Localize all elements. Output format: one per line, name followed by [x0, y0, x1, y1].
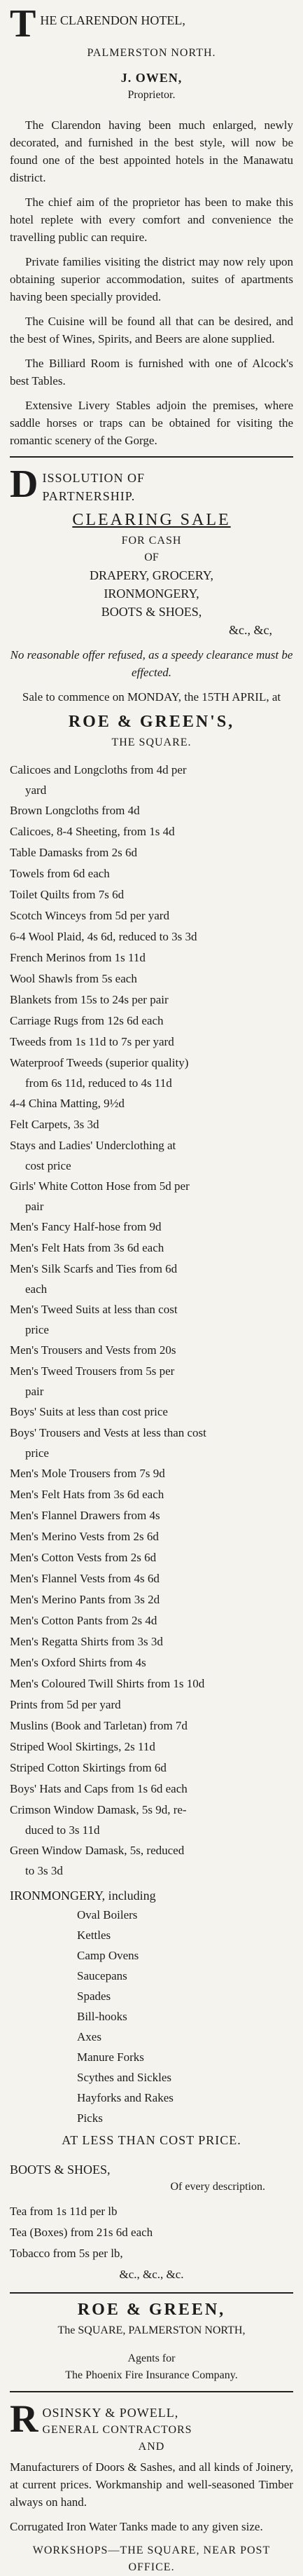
list-item: Blankets from 15s to 24s per pair	[10, 993, 169, 1006]
list-item: Striped Wool Skirtings, 2s 11d	[10, 1740, 155, 1753]
list-item: pair	[25, 1385, 44, 1398]
roe-green-footer	[10, 2301, 293, 2384]
agents-company: The Phoenix Fire Insurance Company.	[65, 2369, 238, 2381]
list-item: Towels from 6d each	[10, 867, 110, 880]
list-item: Boys' Trousers and Vests at less than cost	[10, 1426, 206, 1439]
list-item: Men's Tweed Suits at less than cost	[10, 1303, 178, 1316]
rosinsky-powell-ad	[10, 2399, 293, 2576]
ironmongery-label: IRONMONGERY,	[104, 587, 199, 601]
list-item: Muslins (Book and Tarletan) from 7d	[10, 1719, 188, 1732]
clearing-sale-heading: CLEARING SALE	[72, 511, 231, 529]
rosinsky-workshops: WORKSHOPS—THE SQUARE, NEAR POST OFFICE.	[32, 2544, 271, 2573]
rosinsky-role: GENERAL CONTRACTORS	[42, 2424, 192, 2436]
clarendon-paragraph: The Billiard Room is furnished with one of Alcock's best Tables.	[10, 357, 293, 388]
list-item: from 6s 11d, reduced to 4s 11d	[25, 1076, 172, 1090]
list-item: Men's Mole Trousers from 7s 9d	[10, 1467, 165, 1480]
list-item: to 3s 3d	[25, 1864, 63, 1877]
clarendon-hotel-ad	[10, 0, 293, 449]
dissolution-title-line1: ISSOLUTION OF	[42, 471, 145, 485]
list-item: Scythes and Sickles	[77, 2071, 172, 2084]
list-item: Axes	[77, 2030, 101, 2043]
list-item: French Merinos from 1s 11d	[10, 951, 146, 964]
list-item: Men's Felt Hats from 3s 6d each	[10, 1488, 164, 1501]
list-item: Carriage Rugs from 12s 6d each	[10, 1014, 164, 1027]
list-item: Wool Shawls from 5s each	[10, 972, 137, 985]
rosinsky-and: AND	[138, 2441, 165, 2453]
list-item: Men's Cotton Vests from 2s 6d	[10, 1551, 157, 1564]
rosinsky-paragraph: Manufacturers of Doors & Sashes, and all kinds of Joinery, at current prices. Workmanship and well-seasoned Timber always on hand.	[10, 2460, 293, 2509]
list-item: Men's Silk Scarfs and Ties from 6d	[10, 1262, 178, 1275]
list-item: Bill-hooks	[77, 2010, 127, 2023]
boots-heading: BOOTS & SHOES,	[10, 2163, 111, 2177]
rosinsky-title-initial: R	[10, 2399, 38, 2439]
list-item: Picks	[77, 2111, 103, 2125]
list-item: Camp Ovens	[77, 1949, 139, 1962]
the-square-label: THE SQUARE.	[111, 737, 192, 748]
list-item: Girls' White Cotton Hose from 5d per	[10, 1179, 190, 1193]
list-item: duced to 3s 11d	[25, 1823, 100, 1837]
ironmongery-items	[10, 1905, 293, 2128]
list-item: Waterproof Tweeds (superior quality)	[10, 1056, 189, 1069]
list-item: Boys' Suits at less than cost price	[10, 1405, 168, 1418]
list-item: Green Window Damask, 5s, reduced	[10, 1844, 185, 1857]
less-than-cost: AT LESS THAN COST PRICE.	[62, 2133, 241, 2147]
divider	[10, 456, 293, 458]
divider	[10, 2292, 293, 2294]
list-item: Men's Merino Vests from 2s 6d	[10, 1530, 159, 1543]
boots-shoes-section	[10, 2160, 293, 2285]
boots-etc: &c., &c., &c.	[119, 2268, 184, 2281]
list-item: yard	[25, 783, 47, 797]
list-item: Tobacco from 5s per lb,	[10, 2247, 123, 2260]
list-item: 4-4 China Matting, 9½d	[10, 1097, 125, 1110]
roe-green-address: The SQUARE, PALMERSTON NORTH,	[57, 2324, 246, 2336]
clarendon-proprietor-name: J. OWEN,	[120, 71, 183, 85]
list-item: Men's Tweed Trousers from 5s per	[10, 1364, 175, 1378]
list-item: Manure Forks	[77, 2050, 144, 2064]
rosinsky-title	[10, 2399, 293, 2439]
list-item: Felt Carpets, 3s 3d	[10, 1118, 99, 1131]
rosinsky-name: OSINSKY & POWELL,	[42, 2406, 179, 2420]
list-item: Men's Felt Hats from 3s 6d each	[10, 1241, 164, 1254]
clarendon-title-initial: T	[10, 4, 36, 41]
list-item: Striped Cotton Skirtings from 6d	[10, 1761, 167, 1774]
clarendon-title	[10, 4, 293, 41]
clarendon-proprietor-role: Proprietor.	[127, 89, 176, 101]
list-item: Men's Coloured Twill Shirts from 1s 10d	[10, 1677, 205, 1690]
clarendon-location: PALMERSTON NORTH.	[87, 47, 216, 59]
divider	[10, 2391, 293, 2392]
ironmongery-heading: IRONMONGERY, including	[10, 1889, 156, 1903]
list-item: Toilet Quilts from 7s 6d	[10, 888, 125, 901]
boots-sub: Of every description.	[170, 2181, 265, 2193]
of-label: OF	[144, 551, 159, 563]
agents-label: Agents for	[127, 2352, 176, 2364]
no-offer-refused: No reasonable offer refused, as a speedy clearance must be effected.	[10, 648, 293, 679]
drapery-label: DRAPERY, GROCERY,	[90, 568, 213, 582]
list-item: Scotch Winceys from 5d per yard	[10, 909, 169, 922]
dissolution-title	[10, 465, 293, 505]
rosinsky-tanks: Corrugated Iron Water Tanks made to any given size.	[10, 2520, 263, 2533]
list-item: Table Damasks from 2s 6d	[10, 846, 137, 859]
etc-label: &c., &c,	[229, 623, 272, 637]
list-item: Saucepans	[77, 1969, 127, 1982]
list-item: Crimson Window Damask, 5s 9d, re-	[10, 1803, 187, 1816]
list-item: Oval Boilers	[77, 1908, 138, 1921]
dissolution-title-initial: D	[10, 465, 38, 505]
list-item: Spades	[77, 1989, 111, 2003]
for-cash-label: FOR CASH	[121, 535, 182, 547]
list-item: Boys' Hats and Caps from 1s 6d each	[10, 1782, 188, 1795]
clarendon-paragraph: Private families visiting the district may now rely upon obtaining superior accommodation, suites of apartments having been specially provided.	[10, 255, 293, 303]
sale-items-list	[10, 760, 293, 1881]
dissolution-title-line2: PARTNERSHIP.	[42, 489, 136, 503]
list-item: 6-4 Wool Plaid, 4s 6d, reduced to 3s 3d	[10, 930, 197, 943]
clarendon-title-text: HE CLARENDON HOTEL,	[40, 13, 185, 27]
list-item: Men's Cotton Pants from 2s 4d	[10, 1614, 157, 1627]
clarendon-paragraph: The Cuisine will be found all that can be desired, and the best of Wines, Spirits, and Beers are alone supplied.	[10, 315, 293, 345]
list-item: Men's Regatta Shirts from 3s 3d	[10, 1635, 163, 1648]
list-item: Men's Flannel Vests from 4s 6d	[10, 1572, 160, 1585]
list-item: Calicoes, 8-4 Sheeting, from 1s 4d	[10, 825, 175, 838]
list-item: each	[25, 1282, 48, 1296]
boots-label: BOOTS & SHOES,	[101, 605, 202, 619]
list-item: Prints from 5d per yard	[10, 1698, 121, 1711]
ironmongery-section	[10, 1886, 293, 2149]
list-item: Men's Flannel Drawers from 4s	[10, 1509, 160, 1522]
list-item: Tea from 1s 11d per lb	[10, 2205, 118, 2218]
list-item: Men's Oxford Shirts from 4s	[10, 1656, 146, 1669]
roe-green-firm: ROE & GREEN,	[77, 2301, 226, 2319]
roe-green-firm-heading: ROE & GREEN'S,	[68, 713, 235, 731]
list-item: Tweeds from 1s 11d to 7s per yard	[10, 1035, 174, 1048]
list-item: Stays and Ladies' Underclothing at	[10, 1139, 176, 1152]
list-item: Tea (Boxes) from 21s 6d each	[10, 2226, 153, 2239]
clarendon-paragraph: The chief aim of the proprietor has been to make this hotel replete with every comfort and convenience the travelling public can require.	[10, 196, 293, 244]
list-item: Men's Fancy Half-hose from 9d	[10, 1220, 162, 1233]
list-item: Calicoes and Longcloths from 4d per	[10, 763, 187, 776]
clarendon-paragraph: Extensive Livery Stables adjoin the premises, where saddle horses or traps can be obtained for visiting the romantic scenery of the Gorge.	[10, 399, 293, 447]
list-item: Brown Longcloths from 4d	[10, 804, 140, 817]
list-item: price	[25, 1446, 49, 1460]
list-item: price	[25, 1323, 49, 1336]
list-item: Kettles	[77, 1928, 111, 1942]
clarendon-paragraph: The Clarendon having been much enlarged, newly decorated, and furnished in the best style, will now be found one of the best appointed hotels in the Manawatu district.	[10, 118, 293, 184]
sale-commence: Sale to commence on MONDAY, the 15TH APRIL, at	[22, 690, 281, 704]
list-item: pair	[25, 1200, 44, 1213]
clearing-sale-ad	[10, 465, 293, 1881]
list-item: Men's Trousers and Vests from 20s	[10, 1343, 176, 1357]
list-item: cost price	[25, 1159, 71, 1172]
list-item: Men's Merino Pants from 3s 2d	[10, 1593, 160, 1606]
list-item: Hayforks and Rakes	[77, 2091, 174, 2104]
